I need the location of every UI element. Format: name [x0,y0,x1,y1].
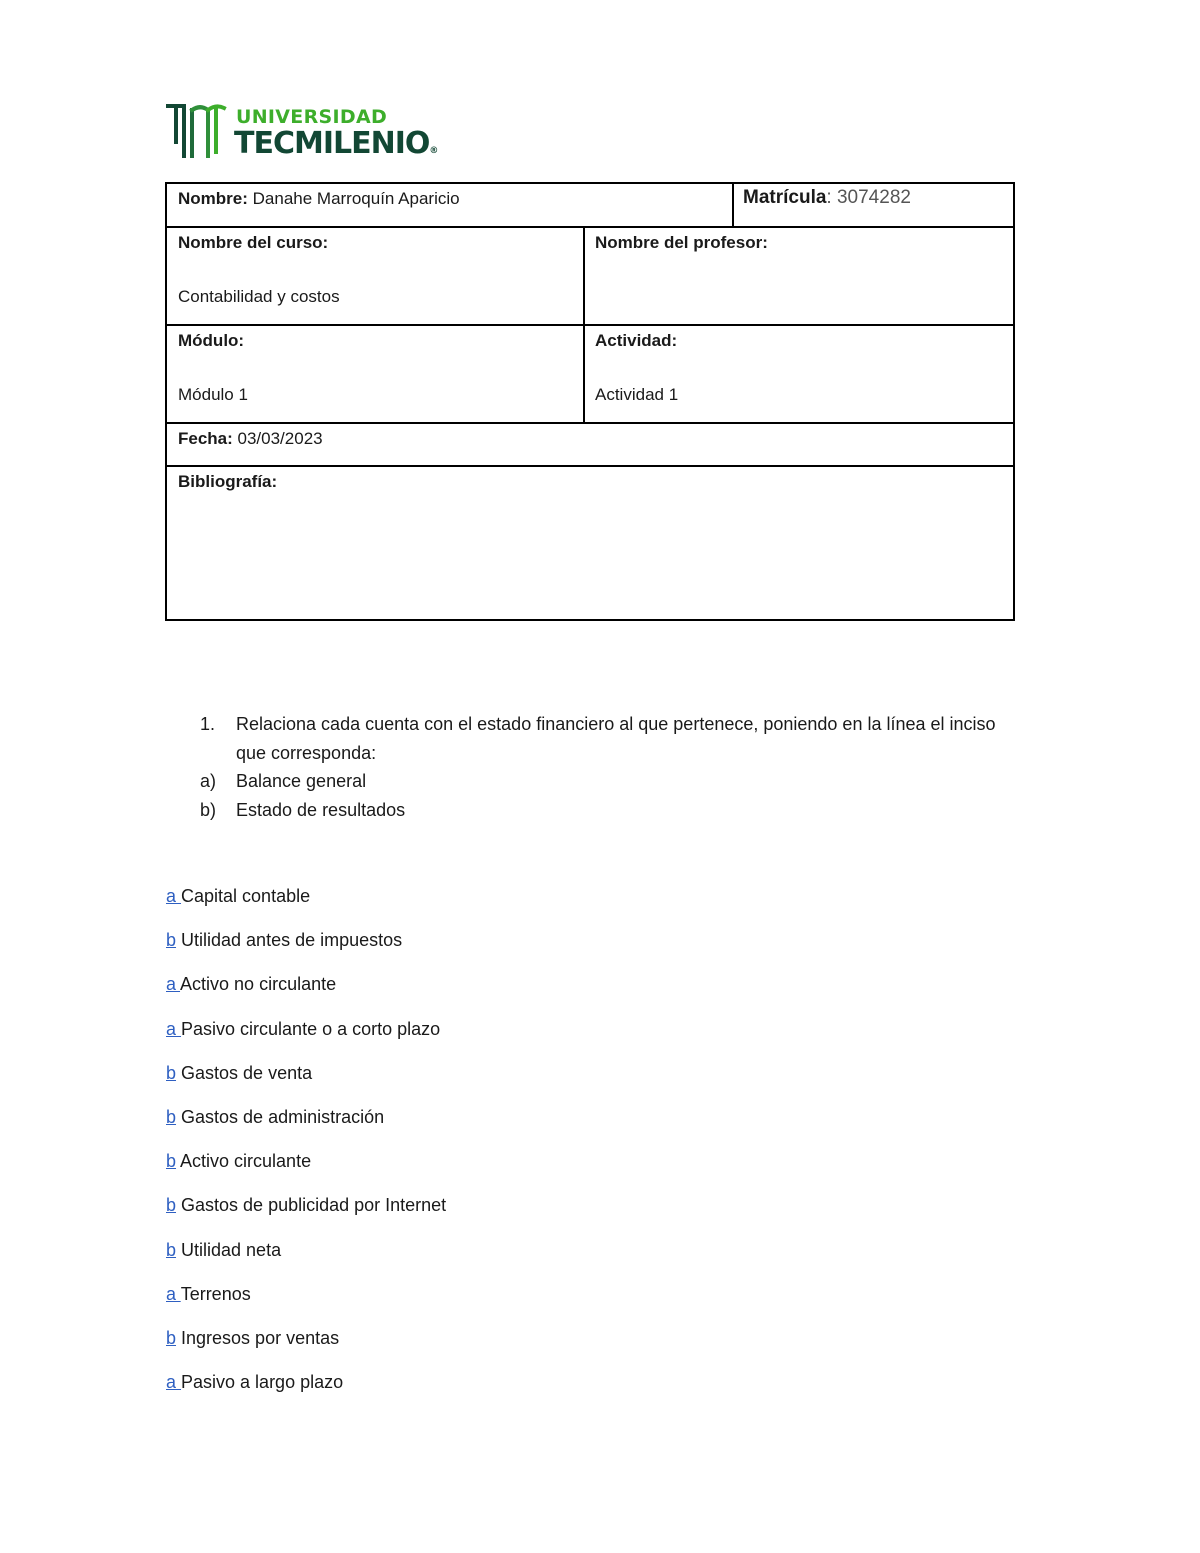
question-number: 1. [200,714,216,734]
option-item [200,796,1020,825]
option-marker: a) [200,771,217,791]
curso-cell [178,233,340,307]
answer-letter: b [166,1195,177,1216]
answer-item [166,927,446,971]
student-info-table [165,182,1015,621]
answer-item [166,1104,446,1148]
answer-item [166,1016,446,1060]
question-item [200,710,1020,767]
nombre-cell [178,189,460,209]
table-divider [167,324,1013,326]
fecha-label: Fecha: [178,429,233,448]
answer-text: Pasivo a largo plazo [181,1372,344,1393]
answer-letter: b [166,1327,177,1348]
option-text: Balance general [236,771,367,791]
tecmilenio-logo-icon [166,102,230,160]
actividad-cell [595,331,678,405]
matricula-cell [743,187,911,209]
profesor-label: Nombre del profesor: [595,233,768,252]
registered-mark: ® [429,146,438,156]
table-divider [167,465,1013,467]
table-divider [732,184,734,226]
answers-list [166,883,446,1413]
table-divider [167,226,1013,228]
curso-label: Nombre del curso: [178,233,329,252]
logo-text-name: TECMILENIO [234,126,430,161]
answer-letter: b [166,930,177,951]
answer-letter: b [166,1062,177,1083]
fecha-value: 03/03/2023 [232,429,323,448]
answer-letter: a [166,886,182,906]
nombre-label: Nombre: [178,189,248,208]
answer-text: Capital contable [181,886,311,906]
nombre-value: Danahe Marroquín Aparicio [247,189,460,208]
answer-text: Activo no circulante [180,974,337,995]
fecha-cell [178,429,323,449]
question-text: Relaciona cada cuenta con el estado financiero al que pertenece, poniendo en la línea el inciso que corresponda: [236,714,996,763]
answer-letter: a [166,1372,182,1393]
logo-text-universidad: UNIVERSIDAD [236,106,388,128]
answer-letter: a [166,1283,181,1304]
option-text: Estado de resultados [236,799,406,820]
bibliografia-cell [178,472,277,492]
answer-text: Utilidad antes de impuestos [176,930,403,951]
actividad-value: Actividad 1 [595,385,679,404]
question-block [200,710,1020,824]
answer-text: Gastos de venta [176,1062,313,1083]
curso-value: Contabilidad y costos [178,287,340,306]
answer-text: Gastos de administración [176,1106,385,1127]
answer-text: Utilidad neta [176,1239,282,1260]
answer-text: Activo circulante [176,1151,312,1172]
matricula-value: : 3074282 [826,187,911,208]
answer-text: Pasivo circulante o a corto plazo [181,1018,441,1039]
answer-letter: b [166,1151,177,1172]
actividad-label: Actividad: [595,331,678,350]
answer-text: Gastos de publicidad por Internet [176,1195,447,1216]
option-marker: b) [200,799,217,820]
modulo-value: Módulo 1 [178,385,248,404]
answer-item [166,971,446,1015]
table-divider [583,226,585,424]
answer-text: Ingresos por ventas [176,1327,340,1348]
table-divider [167,422,1013,424]
answer-letter: a [166,974,181,995]
answer-letter: b [166,1239,177,1260]
answer-item [166,1192,446,1236]
answer-item [166,1148,446,1192]
modulo-cell [178,331,248,405]
option-item [200,767,1020,796]
answer-letter: a [166,1018,182,1039]
logo-text-tecmilenio [234,126,437,161]
answer-item [166,1281,446,1325]
answer-item [166,1237,446,1281]
university-logo [166,102,456,162]
profesor-cell [595,233,768,287]
answer-item [166,1325,446,1369]
answer-item [166,1060,446,1104]
answer-text: Terrenos [180,1283,251,1304]
matricula-label: Matrícula [743,187,827,208]
bibliografia-label: Bibliografía: [178,472,278,491]
modulo-label: Módulo: [178,331,245,350]
answer-item [166,883,446,927]
answer-letter: b [166,1106,177,1127]
answer-item [166,1369,446,1413]
